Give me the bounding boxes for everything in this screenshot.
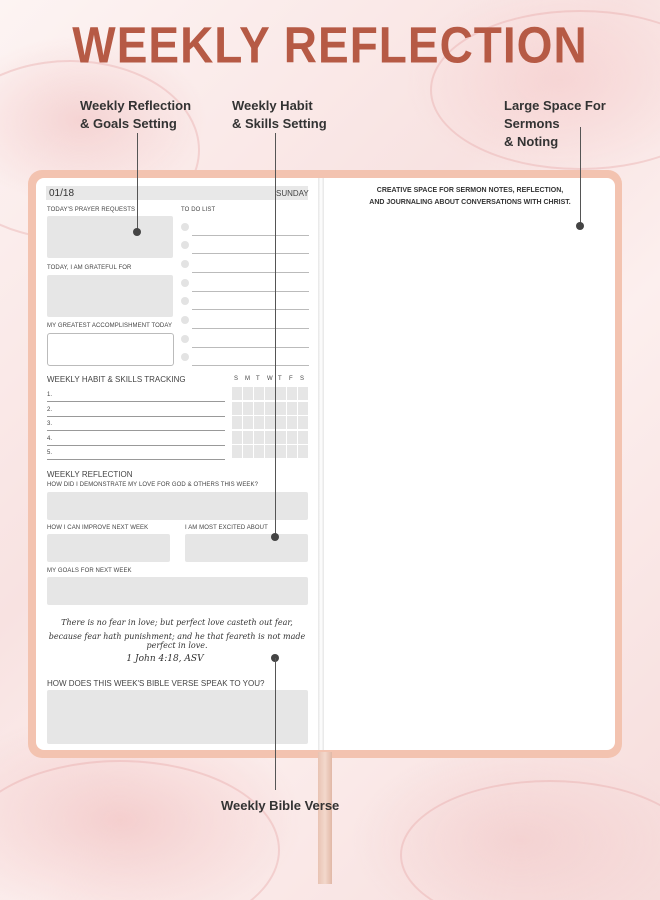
todo-line [192, 253, 309, 254]
page-title: WEEKLY REFLECTION [72, 16, 588, 74]
callout-goals [80, 97, 191, 133]
accomplishment-label: MY GREATEST ACCOMPLISHMENT TODAY [47, 323, 173, 329]
improve-box [47, 534, 170, 562]
habit-day-label: T [278, 376, 282, 382]
habit-cell [265, 416, 275, 429]
goals-box [47, 577, 308, 605]
habit-cell [265, 445, 275, 458]
habit-row-number: 3. [47, 421, 53, 427]
callout-goals-pointer [137, 133, 138, 231]
habit-cell [287, 445, 297, 458]
todo-checkbox [181, 316, 189, 324]
habit-row-line [47, 401, 225, 402]
habit-row-line [47, 416, 225, 417]
verse-reference: 1 John 4:18, ASV [126, 654, 204, 664]
day-label: SUNDAY [276, 189, 309, 198]
habit-cell [276, 431, 286, 444]
love-answer-box [47, 492, 308, 520]
callout-sermons-pointer [580, 127, 581, 225]
reflection-label: WEEKLY REFLECTION [47, 470, 133, 479]
book-spine [318, 178, 324, 750]
habit-cell [287, 431, 297, 444]
habit-row-number: 2. [47, 406, 53, 413]
callout-goals-line1: Weekly Reflection [80, 98, 192, 113]
right-page-line-1: CREATIVE SPACE FOR SERMON NOTES, REFLECTION, [376, 187, 564, 194]
habit-day-label: S [234, 376, 239, 382]
callout-sermons-line1: Large Space For Sermons [504, 98, 606, 131]
habit-cell [276, 387, 286, 400]
todo-line [192, 365, 309, 366]
habit-day-label: W [267, 376, 273, 382]
habit-cell [232, 431, 242, 444]
habit-label: WEEKLY HABIT & SKILLS TRACKING [47, 375, 186, 384]
callout-habit [232, 97, 327, 133]
callout-verse: Weekly Bible Verse [221, 798, 340, 813]
marble-vein [400, 780, 660, 900]
excited-label: I AM MOST EXCITED ABOUT [185, 525, 268, 531]
habit-day-label: S [300, 376, 305, 382]
accomplishment-box [47, 333, 174, 366]
left-page [36, 178, 319, 750]
todo-checkbox [181, 260, 189, 268]
verse-answer-box [47, 690, 308, 744]
habit-row-line [47, 459, 225, 460]
habit-cell [265, 387, 275, 400]
todo-checkbox [181, 335, 189, 343]
callout-goals-dot [133, 228, 141, 236]
habit-cell [298, 416, 308, 429]
improve-label: HOW I CAN IMPROVE NEXT WEEK [47, 525, 149, 531]
verse-question: HOW DOES THIS WEEK'S BIBLE VERSE SPEAK TO YOU? [47, 679, 265, 688]
todo-line [192, 328, 309, 329]
habit-cell [254, 416, 264, 429]
todo-line [192, 347, 309, 348]
habit-cell [298, 445, 308, 458]
callout-habit-line2: & Skills Setting [232, 116, 327, 131]
habit-cell [287, 416, 297, 429]
love-question: HOW DID I DEMONSTRATE MY LOVE FOR GOD & OTHERS THIS WEEK? [47, 482, 259, 488]
habit-cell [298, 402, 308, 415]
habit-cell [265, 431, 275, 444]
bookmark-ribbon [318, 752, 332, 884]
callout-verse-pointer [275, 658, 276, 790]
verse-line-1: There is no fear in love; but perfect love casteth out fear, [61, 618, 293, 627]
prayer-box [47, 216, 173, 258]
verse-line-2: because fear hath punishment; and he that feareth is not made perfect in love. [48, 632, 306, 650]
date-label: 01/18 [49, 188, 75, 199]
habit-cell [243, 402, 253, 415]
grateful-label: TODAY, I AM GRATEFUL FOR [47, 265, 132, 271]
todo-line [192, 291, 309, 292]
habit-cell [243, 431, 253, 444]
callout-habit-line1: Weekly Habit [232, 98, 313, 113]
habit-cell [287, 387, 297, 400]
habit-cell [287, 402, 297, 415]
habit-row-number: 4. [47, 435, 53, 442]
callout-habit-dot [271, 533, 279, 541]
callout-sermons [504, 97, 660, 151]
habit-cell [243, 416, 253, 429]
callout-habit-pointer [275, 133, 276, 537]
todo-line [192, 235, 309, 236]
habit-row-line [47, 430, 225, 431]
date-header [46, 186, 308, 200]
goals-label: MY GOALS FOR NEXT WEEK [47, 568, 132, 574]
todo-checkbox [181, 297, 189, 305]
habit-cell [254, 431, 264, 444]
habit-cell [254, 402, 264, 415]
habit-cell [243, 445, 253, 458]
todo-checkbox [181, 279, 189, 287]
habit-day-label: F [289, 376, 293, 382]
habit-cell [243, 387, 253, 400]
todo-checkbox [181, 353, 189, 361]
habit-cell [232, 387, 242, 400]
habit-cell [232, 416, 242, 429]
habit-row-line [47, 445, 225, 446]
todo-line [192, 309, 309, 310]
habit-cell [298, 431, 308, 444]
habit-row-number: 5. [47, 450, 53, 456]
habit-day-label: M [245, 376, 251, 382]
habit-day-label: T [256, 376, 260, 382]
grateful-box [47, 275, 173, 317]
habit-cell [265, 402, 275, 415]
todo-label: TO DO LIST [181, 207, 216, 213]
habit-cell [276, 445, 286, 458]
callout-goals-line2: & Goals Setting [80, 116, 177, 131]
habit-cell [298, 387, 308, 400]
excited-box [185, 534, 308, 562]
habit-cell [276, 402, 286, 415]
habit-cell [276, 416, 286, 429]
habit-cell [232, 402, 242, 415]
habit-cell [254, 445, 264, 458]
todo-checkbox [181, 223, 189, 231]
callout-sermons-line2: & Noting [504, 134, 559, 149]
right-page [323, 178, 615, 750]
habit-row-number: 1. [47, 392, 53, 398]
callout-sermons-dot [576, 222, 584, 230]
todo-checkbox [181, 241, 189, 249]
habit-cell [254, 387, 264, 400]
right-page-line-2: AND JOURNALING ABOUT CONVERSATIONS WITH CHRIST. [369, 199, 571, 206]
habit-cell [232, 445, 242, 458]
marble-vein [0, 760, 280, 900]
prayer-label: TODAY'S PRAYER REQUESTS [47, 207, 136, 213]
todo-line [192, 272, 309, 273]
